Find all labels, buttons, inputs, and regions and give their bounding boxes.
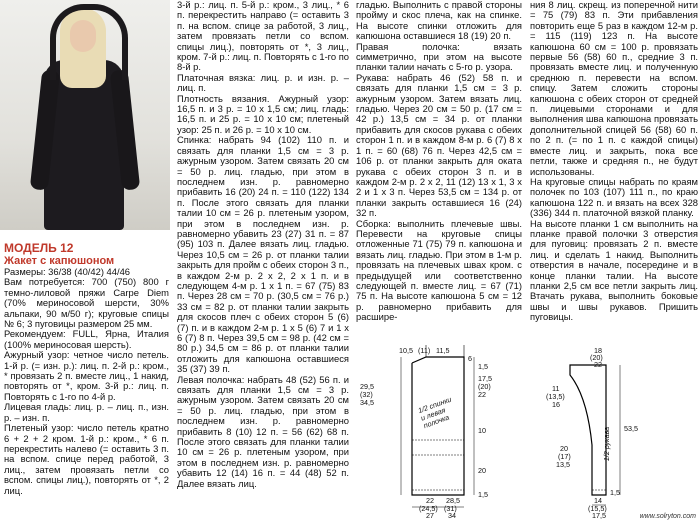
back-armhole-2: (32): [360, 390, 373, 399]
back-s15: 1,5: [478, 362, 488, 371]
sleeve-cap-2: (13,5): [546, 392, 565, 401]
back-h20: 20: [478, 466, 486, 475]
model-photo: [0, 0, 170, 230]
band-text: На круговые спицы набрать по краям полочек по 103 (107) 111 п., по краю капюшона 122 п. и вязать на всех 328 (336) 344 п. платочной вязкой планку.: [530, 175, 698, 219]
watermark: www.solryton.com: [639, 513, 696, 520]
right-front-text: Правая полочка: вязать симметрично, при этом на высоте планки талии начать с 5-го р. узора.: [356, 40, 522, 73]
back-schematic: [356, 345, 516, 520]
back-bottom-b-2: (31): [444, 504, 457, 513]
left-front-cont-text: гладью. Выполнить с правой стороны пройму и скос плеча, как на спинке. На высоте спинки отложить для капюшона оставшиеся 18 (19) 20 п.: [356, 0, 522, 42]
back-top-width-3: 11,5: [436, 346, 450, 355]
back-bottom: 22: [426, 496, 434, 505]
back-side-2: (20): [478, 382, 491, 391]
sleeve-cap-3: 16: [552, 400, 560, 409]
recommend-text: Рекомендуем: FULL, Ярна, Италия (100% мериносовая шерсть).: [4, 328, 169, 350]
column-1: [4, 242, 169, 496]
sleeve-bottom-2: (15,5): [588, 504, 607, 513]
cable-pattern-text: Плетеный узор: число петель кратно 6 + 2 + 2 кром. 1-й р.: кром., * 6 п. перекрестить налево (= оставить 3 п. на вспом. спице перед работой, 3 лиц., затем провязать петли со вспом. спицы лиц.), повторять от *, 2 лиц.: [4, 422, 169, 496]
back-armhole-3: 34,5: [360, 398, 374, 407]
column-4: [530, 0, 698, 323]
back-bottom-b-3: 34: [448, 511, 456, 520]
sleeve-piece-label: 1/2 рукава: [602, 426, 612, 462]
model-title: Жакет с капюшоном: [4, 255, 115, 267]
garter-text: Платочная вязка: лиц. р. и изн. р. – лиц. п.: [177, 71, 349, 94]
model-number: МОДЕЛЬ 12: [4, 241, 74, 255]
sleeve-schematic: [530, 345, 650, 520]
sizes-text: Размеры: 36/38 (40/42) 44/46: [4, 266, 131, 277]
sleeve-height: 53,5: [624, 424, 638, 433]
back-side-3: 22: [478, 390, 486, 399]
back-top-width: 10,5: [399, 346, 413, 355]
back-side-1: 17,5: [478, 374, 492, 383]
assembly-text: Сборка: выполнить плечевые швы. Перевести на круговые спицы отложенные 71 (75) 79 п. капюшона и вязать лиц. гладью. При этом в 1-м р. провязать на плечевых швах кром. с предыдущей или соответственно следующей п. вместе лиц. = 67 (71) 75 п. На высоте капюшона 5 см = 12 р. равномерно прибавить для расшире-: [356, 217, 522, 323]
column-2: [177, 0, 349, 489]
column-3: [356, 0, 522, 323]
back-bottom-b: 28,5: [446, 496, 460, 505]
back-schematic-drawing: [356, 345, 516, 520]
back-piece-label: 1/2 спинки и левая полочка: [416, 394, 453, 431]
buttonholes-text: На высоте планки 1 см выполнить на планке правой полочки 3 отверстия для пуговиц: провязать 2 п. вместе лиц. и сделать 1 накид. Выполнить отверстия в начале, посередине и в конце планки талии. На высоте планки 2,5 см все петли закрыть лиц. Втачать рукава, выполнить боковые швы и швы рукавов. Пришить пуговицы.: [530, 217, 698, 323]
sleeve-top: 18: [594, 346, 602, 355]
sleeve-bottom-3: 17,5: [592, 511, 606, 520]
lace-pattern-text: Ажурный узор: четное число петель. 1-й р. (= изн. р.): лиц. п. 2-й р.: кром., * провязать 2 п. вместе лиц., 1 накид, повторять от *, кром. 3-й р.: лиц. п. Повторять с 1-го по 4-й р.: [4, 349, 169, 402]
sleeve-side-2: (17): [558, 452, 571, 461]
sleeve-bottom: 14: [594, 496, 602, 505]
sleeves-text: Рукава: набрать 46 (52) 58 п. и связать для планки 1,5 см = 3 р. ажурным узором. Затем вязать лиц. гладью. Через 20 см = 50 р. (17 см = 42 р.) 13,5 см = 34 р. от планки прибавить для скосов рукава с обеих сторон 1 п. и в каждом 8-м р. 6 (7) 8 х 1 п. = 60 (68) 76 п. Через 42,5 см = 106 р. от планки закрыть для окатa рукава с обеих сторон 3 п. и в каждом 2-м р. 2 х 2, 11 (12) 13 х 1, 3 х 2 и 1 х 3 п. Через 53,5 см = 134 р. от планки закрыть оставшиеся 16 (24) 32 п.: [356, 71, 522, 219]
sleeve-top-2: (20): [590, 353, 603, 362]
back-armhole: 29,5: [360, 382, 374, 391]
sleeve-h15: 1,5: [610, 488, 620, 497]
back-bottom-3: 27: [426, 511, 434, 520]
materials-text: Вам потребуется: 700 (750) 800 г темно-лиловой пряжи Carpe Diem (70% мериносовой шерсти, 30% альпаки, 90 м/50 г); круговые спицы № 6; 3 пуговицы размером 25 мм.: [4, 276, 169, 330]
back-text: Спинка: набрать 94 (102) 110 п. и связать для планки 1,5 см = 3 р. ажурным узором. Затем связать 20 см = 50 р. лиц. гладью, при этом в последнем изн. р. равномерно прибавить 16 (20) 24 п. = 110 (122) 134 п. После этого связать для планки талии 10 см = 26 р. плетеным узором, при этом в последнем изн. р. равномерно убавить 23 (27) 31 п. = 87 (95) 103 п. Далее вязать лиц. гладью. Через 10,5 см = 26 р. от планки талии закрыть для пройм с обеих сторон 3 п., в каждом 2-м р. 2 х 2, 2 х 1 п. и в следующем 4-м р. 1 х 1 п. = 67 (75) 83 п. Через 28 см = 70 р. (30,5 см = 76 р.) 33 см = 82 р. от планки талии закрыть для скосов плеч с обеих сторон 5 (6) (7) п. и в каждом 2-м р. 1 х 5 (6) 7 и 1 х 6 (7) 8 п. Через 39,5 см = 98 р. (42 см = 80 р.) 34,5 см = 86 р. от планки талии отложить для капюшона оставшиеся 35 (37) 39 п.: [177, 134, 349, 375]
back-bottom-2: (24,5): [419, 504, 438, 513]
left-front-text: Левая полочка: набрать 48 (52) 56 п. и связать для планки 1,5 см = 3 р. ажурным узором. Затем связать 20 см = 50 р. лиц. гладью, при этом в последнем изн. р. равномерно прибавить 8 (10) 12 п. = 56 (62) 68 п. После этого связать для планки талии 10 см = 26 р. плетеным узором, при этом в последнем изн. р. равномерно убавить 12 (14) 16 п. = 44 (48) 52 п. Далее вязать лиц.: [177, 373, 349, 489]
hood-text: ния 8 лиц. скрещ. из поперечной нити = 75 (79) 83 п. Эти прибавления повторить еще 5 раз в каждом 12-м р. = 115 (119) 123 п. На высоте капюшона 60 см = 100 р. провязать первые 56 (58) 60 п., средние 3 п. провязать вместе лиц. и полученную среднюю п. перевести на вспом. спицу. Затем сложить стороны капюшона с обеих сторон от средней п. лицевыми сторонами и для выполнения шва капюшона провязать дополнительной спицей 56 (58) 60 п. по 2 п. (= по 1 п. с каждой спицы) вместе лиц. и закрыть, пока все петли, также и средняя п., не будут использованы.: [530, 0, 698, 177]
back-top-width-2: (11): [418, 346, 431, 355]
sleeve-cap-1: 11: [552, 384, 560, 393]
sleeve-side-3: 13,5: [556, 460, 570, 469]
stockinette-text: Лицевая гладь: лиц. р. – лиц. п., изн. р. – изн. п.: [4, 401, 169, 423]
back-h15: 1,5: [478, 490, 488, 499]
sleeve-top-3: 22: [594, 360, 602, 369]
cable-cont-text: 3-й р.: лиц. п. 5-й р.: кром., 3 лиц., * 6 п. перекрестить направо (= оставить 3 п. на вспом. спице за работой, 3 лиц., затем провязать петли со вспом. спицы лиц.), повторять от *, 3 лиц., кром. 7-й р.: лиц. п. Повторять с 1-го по 8-й р.: [177, 0, 350, 73]
back-s6: 6: [468, 354, 472, 363]
gauge-text: Плотность вязания. Ажурный узор: 16,5 п. и 3 р. = 10 х 1,5 см; лиц. гладь: 16,5 п. и 25 р. = 10 х 10 см; плетеный узор: 25 п. и 26 р. = 10 х 10 см.: [177, 92, 349, 135]
back-h10: 10: [478, 426, 486, 435]
sleeve-side-1: 20: [560, 444, 568, 453]
